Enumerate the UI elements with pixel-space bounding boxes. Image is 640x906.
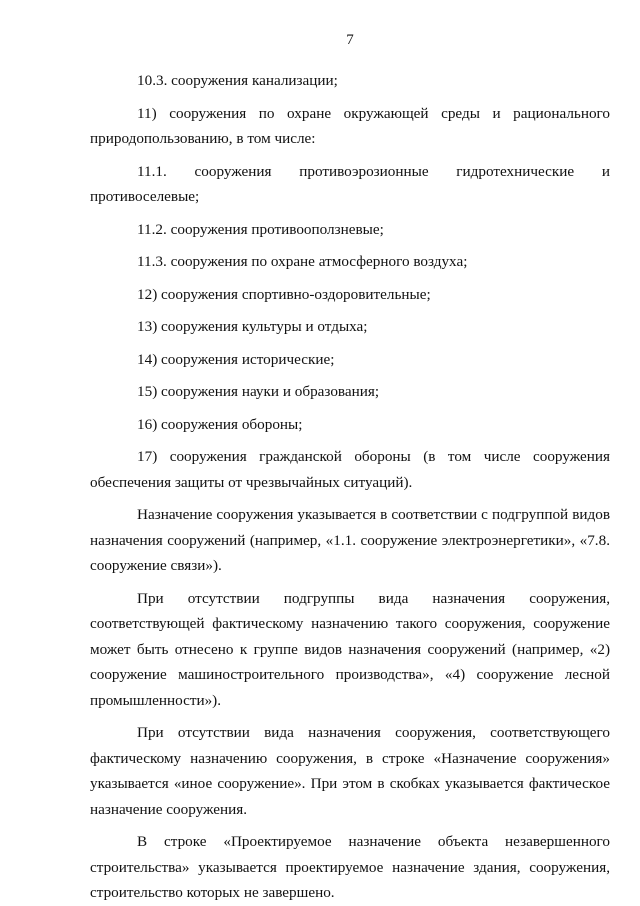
page-number: 7 [346,32,354,48]
paragraph-17: 17) сооружения гражданской обороны (в том числе сооружения обеспечения защиты от чрезвычайных ситуаций). [90,448,610,491]
paragraph-missing-type: При отсутствии вида назначения сооружения, соответствующего фактическому назначению сооружения, в строке «Назначение сооружения» указывается «иное сооружение». При этом в скобках указывается фактическое назначение сооружения. [90,724,610,818]
paragraph-missing-subgroup: При отсутствии подгруппы вида назначения сооружения, соответствующей фактическому назначению такого сооружения, сооружение может быть отнесено к группе видов назначения сооружений (например, «2) сооружение машиностроительного производства», «4) сооружение лесной промышленности»). [90,589,610,709]
paragraph-11-1: 11.1. сооружения противоэрозионные гидротехнические и противоселевые; [90,162,610,205]
paragraph-purpose-subgroup: Назначение сооружения указывается в соответствии с подгруппой видов назначения сооружений (например, «1.1. сооружение электроэнергетики», «7.8. сооружение связи»). [90,506,610,574]
paragraph-14: 14) сооружения исторические; [137,350,335,368]
paragraph-11-3: 11.3. сооружения по охране атмосферного воздуха; [137,253,468,270]
paragraph-10-3: 10.3. сооружения канализации; [137,72,338,89]
paragraph-13: 13) сооружения культуры и отдыха; [137,318,368,335]
paragraph-12: 12) сооружения спортивно-оздоровительные; [137,285,431,303]
paragraph-16: 16) сооружения обороны; [137,415,303,433]
paragraph-11: 11) сооружения по охране окружающей среды и рационального природопользованию, в том числе: [90,104,610,147]
paragraph-11-2: 11.2. сооружения противооползневые; [137,220,384,238]
paragraph-unfinished-construction: В строке «Проектируемое назначение объекта незавершенного строительства» указывается проектируемое назначение здания, сооружения, строительство которых не завершено. [90,833,610,901]
paragraph-15: 15) сооружения науки и образования; [137,383,380,400]
